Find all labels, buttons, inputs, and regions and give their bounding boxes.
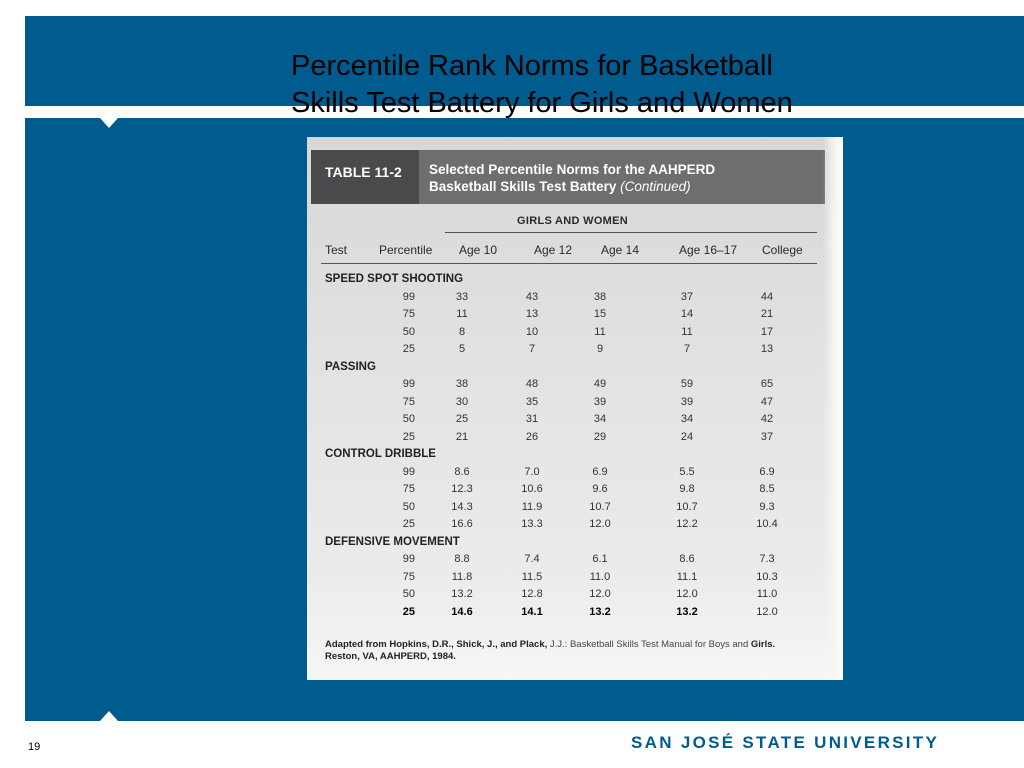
value-cell: 43 bbox=[525, 290, 539, 303]
slide-number: 19 bbox=[28, 741, 41, 753]
value-cell: 37 bbox=[680, 290, 694, 303]
source-authors: Adapted from Hopkins, D.R., Shick, J., and Plack, bbox=[325, 639, 548, 650]
value-cell: 21 bbox=[760, 308, 774, 320]
table-title-continued: (Continued) bbox=[620, 179, 691, 194]
value-cell: 7 bbox=[683, 343, 691, 355]
value-cell: 21 bbox=[455, 430, 469, 443]
value-cell: 7.4 bbox=[524, 553, 540, 565]
value-cell: 14.6 bbox=[451, 605, 473, 618]
value-cell: 14 bbox=[680, 308, 694, 320]
value-cell: 8.6 bbox=[679, 553, 695, 565]
value-cell: 47 bbox=[760, 395, 774, 408]
value-cell: 42 bbox=[760, 413, 774, 425]
value-cell: 30 bbox=[455, 395, 469, 408]
value-cell: 12.0 bbox=[589, 518, 611, 530]
value-cell: 11.0 bbox=[589, 570, 611, 583]
percentile-cell: 99 bbox=[402, 378, 415, 390]
value-cell: 34 bbox=[593, 413, 607, 425]
value-cell: 13 bbox=[525, 308, 539, 320]
university-logo-text: SAN JOSÉ STATE UNIVERSITY bbox=[631, 733, 940, 752]
percentile-cell: 75 bbox=[402, 483, 415, 495]
column-header: Test bbox=[325, 243, 348, 257]
percentile-cell: 75 bbox=[402, 570, 415, 583]
value-cell: 13 bbox=[760, 343, 774, 355]
value-cell: 13.2 bbox=[451, 588, 473, 600]
value-cell: 65 bbox=[760, 378, 774, 390]
value-cell: 49 bbox=[593, 378, 607, 390]
value-cell: 13.2 bbox=[589, 605, 611, 618]
section-heading: DEFENSIVE MOVEMENT bbox=[325, 535, 460, 548]
value-cell: 10.6 bbox=[521, 483, 543, 495]
value-cell: 10 bbox=[525, 325, 539, 338]
value-cell: 11.8 bbox=[451, 570, 473, 583]
value-cell: 12.3 bbox=[451, 483, 473, 495]
column-header: Percentile bbox=[379, 243, 433, 257]
percentile-cell: 50 bbox=[402, 325, 415, 338]
value-cell: 12.0 bbox=[589, 588, 611, 600]
value-cell: 13.3 bbox=[521, 518, 543, 530]
percentile-cell: 50 bbox=[402, 413, 415, 425]
source-publisher: Girls. Reston, VA, AAHPERD, 1984. bbox=[325, 639, 776, 662]
source-title: J.J.: Basketball Skills Test Manual for Boys and bbox=[549, 639, 749, 650]
percentile-cell: 99 bbox=[402, 290, 415, 303]
value-cell: 11 bbox=[594, 325, 606, 338]
table-scan-image bbox=[307, 137, 843, 680]
value-cell: 6.1 bbox=[592, 553, 608, 565]
header-divider bbox=[321, 263, 817, 264]
percentile-cell: 25 bbox=[402, 605, 415, 618]
column-header: Age 16–17 bbox=[679, 243, 738, 257]
value-cell: 9.3 bbox=[759, 500, 775, 513]
value-cell: 44 bbox=[760, 290, 774, 303]
percentile-cell: 25 bbox=[402, 343, 415, 355]
value-cell: 33 bbox=[455, 290, 469, 303]
value-cell: 38 bbox=[593, 290, 607, 303]
slide-title bbox=[291, 48, 931, 122]
value-cell: 12.2 bbox=[676, 518, 698, 530]
value-cell: 11 bbox=[456, 308, 468, 320]
value-cell: 8.8 bbox=[454, 553, 470, 565]
column-header: Age 12 bbox=[534, 243, 573, 257]
value-cell: 15 bbox=[593, 308, 607, 320]
top-notch bbox=[100, 118, 118, 128]
value-cell: 25 bbox=[455, 413, 469, 425]
group-divider bbox=[445, 232, 817, 233]
value-cell: 31 bbox=[525, 413, 539, 425]
slide-title-line2: Skills Test Battery for Girls and Women bbox=[291, 87, 793, 119]
value-cell: 7 bbox=[528, 343, 536, 355]
value-cell: 35 bbox=[525, 395, 539, 408]
value-cell: 39 bbox=[593, 395, 607, 408]
value-cell: 9 bbox=[596, 343, 604, 355]
value-cell: 6.9 bbox=[592, 465, 608, 478]
value-cell: 11 bbox=[681, 325, 693, 338]
section-heading: SPEED SPOT SHOOTING bbox=[325, 273, 464, 285]
value-cell: 39 bbox=[680, 395, 694, 408]
percentile-cell: 50 bbox=[402, 588, 415, 600]
value-cell: 7.3 bbox=[759, 553, 775, 565]
percentile-cell: 99 bbox=[402, 465, 415, 478]
value-cell: 11.9 bbox=[521, 500, 543, 513]
column-header: College bbox=[762, 243, 803, 257]
value-cell: 14.1 bbox=[521, 605, 543, 618]
value-cell: 10.3 bbox=[756, 570, 778, 583]
group-label: GIRLS AND WOMEN bbox=[517, 215, 629, 227]
value-cell: 12.0 bbox=[756, 605, 778, 618]
value-cell: 16.6 bbox=[451, 518, 473, 530]
value-cell: 10.7 bbox=[589, 500, 611, 513]
column-header: Age 14 bbox=[601, 243, 640, 257]
value-cell: 17 bbox=[760, 325, 774, 338]
value-cell: 13.2 bbox=[676, 605, 698, 618]
value-cell: 34 bbox=[680, 413, 694, 425]
percentile-cell: 75 bbox=[402, 395, 415, 408]
percentile-cell: 75 bbox=[402, 308, 415, 320]
scan-page-edge bbox=[823, 137, 843, 680]
value-cell: 10.4 bbox=[756, 518, 778, 530]
value-cell: 12.0 bbox=[676, 588, 698, 600]
value-cell: 7.0 bbox=[524, 465, 540, 478]
table-title bbox=[429, 161, 715, 195]
value-cell: 48 bbox=[525, 378, 539, 390]
table-title-line2: Basketball Skills Test Battery bbox=[429, 179, 617, 194]
percentile-cell: 99 bbox=[402, 553, 415, 565]
percentile-cell: 25 bbox=[402, 518, 415, 530]
value-cell: 5.5 bbox=[679, 465, 695, 478]
value-cell: 8 bbox=[458, 325, 466, 338]
value-cell: 10.7 bbox=[676, 500, 698, 513]
section-heading: PASSING bbox=[325, 360, 376, 373]
value-cell: 59 bbox=[680, 378, 694, 390]
percentile-cell: 50 bbox=[402, 500, 415, 513]
value-cell: 9.6 bbox=[592, 483, 608, 495]
value-cell: 11.5 bbox=[521, 570, 543, 583]
value-cell: 26 bbox=[525, 430, 539, 443]
value-cell: 14.3 bbox=[451, 500, 473, 513]
table-number: TABLE 11-2 bbox=[311, 150, 419, 204]
slide-title-line1: Percentile Rank Norms for Basketball bbox=[291, 50, 773, 82]
table-title-line1: Selected Percentile Norms for the AAHPERD bbox=[429, 162, 716, 177]
value-cell: 6.9 bbox=[759, 465, 775, 478]
value-cell: 9.8 bbox=[679, 483, 695, 495]
value-cell: 12.8 bbox=[521, 588, 543, 600]
percentile-cell: 25 bbox=[402, 430, 415, 443]
value-cell: 38 bbox=[455, 378, 469, 390]
section-heading: CONTROL DRIBBLE bbox=[325, 448, 436, 460]
column-header: Age 10 bbox=[459, 243, 498, 257]
table-source-note bbox=[325, 639, 805, 663]
value-cell: 37 bbox=[760, 430, 774, 443]
bottom-notch bbox=[100, 711, 118, 721]
value-cell: 11.1 bbox=[676, 570, 698, 583]
value-cell: 29 bbox=[593, 430, 607, 443]
value-cell: 8.5 bbox=[759, 483, 775, 495]
value-cell: 24 bbox=[680, 430, 694, 443]
value-cell: 5 bbox=[458, 343, 466, 355]
value-cell: 11.0 bbox=[756, 588, 778, 600]
value-cell: 8.6 bbox=[454, 465, 470, 478]
